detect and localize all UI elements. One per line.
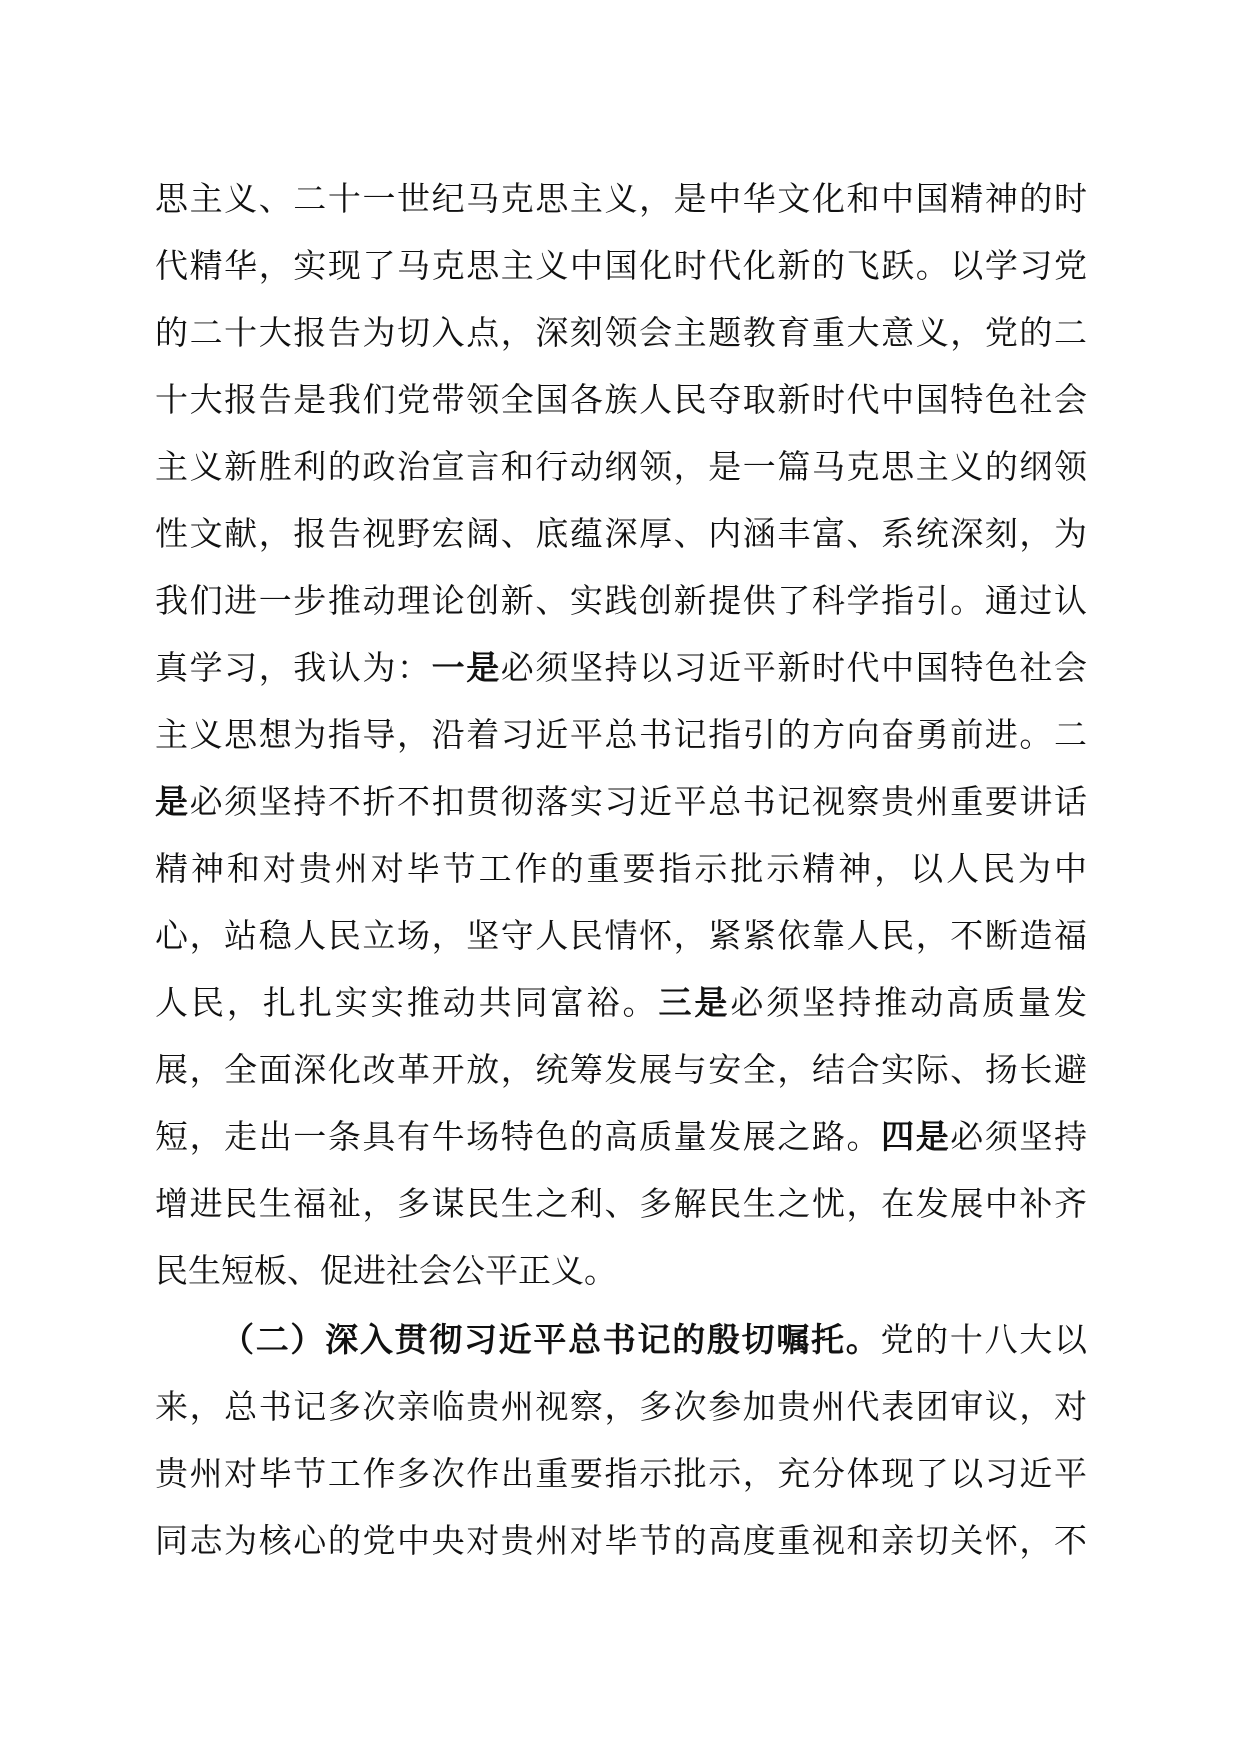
bold-point-marker: 是 <box>155 782 190 821</box>
section-heading: （二）深入贯彻习近平总书记的殷切嘱托。 <box>221 1320 881 1359</box>
bold-point-marker: 三是 <box>658 983 731 1022</box>
document-body <box>155 165 1087 1574</box>
text-run: 思主义、二十一世纪马克思主义，是中华文化和中国精神的时 <box>155 179 1087 218</box>
text-run: 我们进一步推动理论创新、实践创新提供了科学指引。通过认 <box>155 581 1087 620</box>
text-run: 必须坚持推动高质量发 <box>730 983 1088 1022</box>
text-line <box>155 1170 1087 1237</box>
section-heading-line <box>155 1306 1087 1373</box>
text-line <box>155 969 1087 1036</box>
text-line <box>155 768 1087 835</box>
text-line <box>155 1440 1087 1507</box>
text-line <box>155 299 1087 366</box>
text-line <box>155 1373 1087 1440</box>
text-run: 的二十大报告为切入点，深刻领会主题教育重大意义，党的二 <box>155 313 1087 352</box>
text-run: 来，总书记多次亲临贵州视察，多次参加贵州代表团审议，对 <box>155 1387 1087 1426</box>
text-line <box>155 232 1087 299</box>
text-line <box>155 500 1087 567</box>
text-line <box>155 701 1087 768</box>
text-line <box>155 902 1087 969</box>
text-run: 增进民生福祉，多谋民生之利、多解民生之忧，在发展中补齐 <box>155 1184 1087 1223</box>
text-line <box>155 1103 1087 1170</box>
bold-point-marker: 四是 <box>881 1117 951 1156</box>
text-line <box>155 634 1087 701</box>
text-line <box>155 1036 1087 1103</box>
bold-point-marker: 一是 <box>431 648 501 687</box>
text-line <box>155 433 1087 500</box>
text-run: 必须坚持 <box>950 1117 1088 1156</box>
text-run: 同志为核心的党中央对贵州对毕节的高度重视和亲切关怀，不 <box>155 1521 1087 1560</box>
text-line <box>155 366 1087 433</box>
text-line <box>155 567 1087 634</box>
text-run: 代精华，实现了马克思主义中国化时代化新的飞跃。以学习党 <box>155 246 1087 285</box>
paragraph-2 <box>155 1306 1087 1574</box>
text-run: 贵州对毕节工作多次作出重要指示批示，充分体现了以习近平 <box>155 1454 1087 1493</box>
text-line <box>155 1507 1087 1574</box>
text-line <box>155 835 1087 902</box>
text-run: 党的十八大以 <box>880 1320 1088 1359</box>
text-line <box>155 1237 1087 1304</box>
text-run: 主义思想为指导，沿着习近平总书记指引的方向奋勇前进。二 <box>155 715 1087 754</box>
text-run: 人民，扎扎实实推动共同富裕。 <box>155 983 659 1022</box>
text-run: 必须坚持以习近平新时代中国特色社会 <box>500 648 1088 687</box>
text-run: 十大报告是我们党带领全国各族人民夺取新时代中国特色社会 <box>155 380 1087 419</box>
text-run: 民生短板、促进社会公平正义。 <box>155 1251 617 1290</box>
text-line <box>155 165 1087 232</box>
text-run: 真学习，我认为： <box>155 648 432 687</box>
paragraph-1 <box>155 165 1087 1304</box>
text-run: 精神和对贵州对毕节工作的重要指示批示精神，以人民为中 <box>155 849 1087 888</box>
text-run: 主义新胜利的政治宣言和行动纲领，是一篇马克思主义的纲领 <box>155 447 1087 486</box>
text-run: 性文献，报告视野宏阔、底蕴深厚、内涵丰富、系统深刻，为 <box>155 514 1087 553</box>
text-run: 心，站稳人民立场，坚守人民情怀，紧紧依靠人民，不断造福 <box>155 916 1087 955</box>
text-run: 展，全面深化改革开放，统筹发展与安全，结合实际、扬长避 <box>155 1050 1087 1089</box>
text-run: 短，走出一条具有牛场特色的高质量发展之路。 <box>155 1117 882 1156</box>
text-run: 必须坚持不折不扣贯彻落实习近平总书记视察贵州重要讲话 <box>189 782 1088 821</box>
